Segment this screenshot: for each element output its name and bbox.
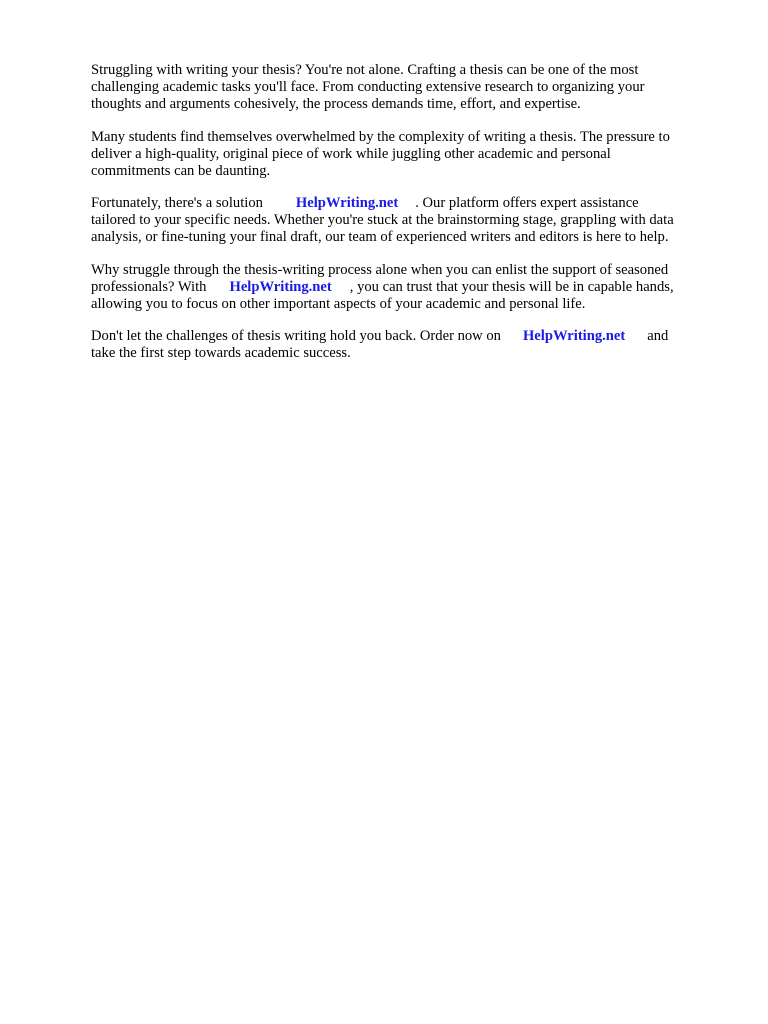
text-line: take the first step towards academic success. [91,345,351,361]
text-line: tailored to your specific needs. Whether you're stuck at the brainstorming stage, grappling with data [91,212,674,228]
paragraph-intro [91,62,645,113]
paragraph-why-struggle [91,262,674,313]
text-line: Many students find themselves overwhelmed by the complexity of writing a thesis. The pressure to [91,129,670,145]
paragraph-overwhelmed [91,129,670,180]
paragraph-call-to-action [91,328,668,362]
order-now-text: Don't let the challenges of thesis writing hold you back. Order now on [91,328,501,344]
solution-lead-text: Fortunately, there's a solution [91,195,263,211]
paragraph-solution [91,195,674,246]
text-line-with-link [91,195,674,212]
text-line: Struggling with writing your thesis? You're not alone. Crafting a thesis can be one of the most [91,62,639,78]
text-line: analysis, or fine-tuning your final draft, our team of experienced writers and editors is here to help. [91,229,669,245]
text-line: deliver a high-quality, original piece of work while juggling other academic and personal [91,146,611,162]
text-line: challenging academic tasks you'll face. From conducting extensive research to organizing your [91,79,645,95]
solution-trailing-text: . Our platform offers expert assistance [415,195,639,211]
professionals-text: professionals? With [91,279,207,295]
text-line: Why struggle through the thesis-writing process alone when you can enlist the support of seasoned [91,262,669,278]
text-line: thoughts and arguments cohesively, the process demands time, effort, and expertise. [91,96,581,112]
helpwriting-link[interactable]: HelpWriting.net [229,279,332,295]
helpwriting-link[interactable]: HelpWriting.net [295,195,399,211]
text-line-with-link [91,328,668,345]
trust-text: , you can trust that your thesis will be in capable hands, [349,279,674,295]
text-line: commitments can be daunting. [91,163,271,179]
text-line: allowing you to focus on other important aspects of your academic and personal life. [91,296,586,312]
and-text: and [647,328,669,344]
helpwriting-link[interactable]: HelpWriting.net [522,328,626,344]
text-line-with-link [91,279,674,296]
